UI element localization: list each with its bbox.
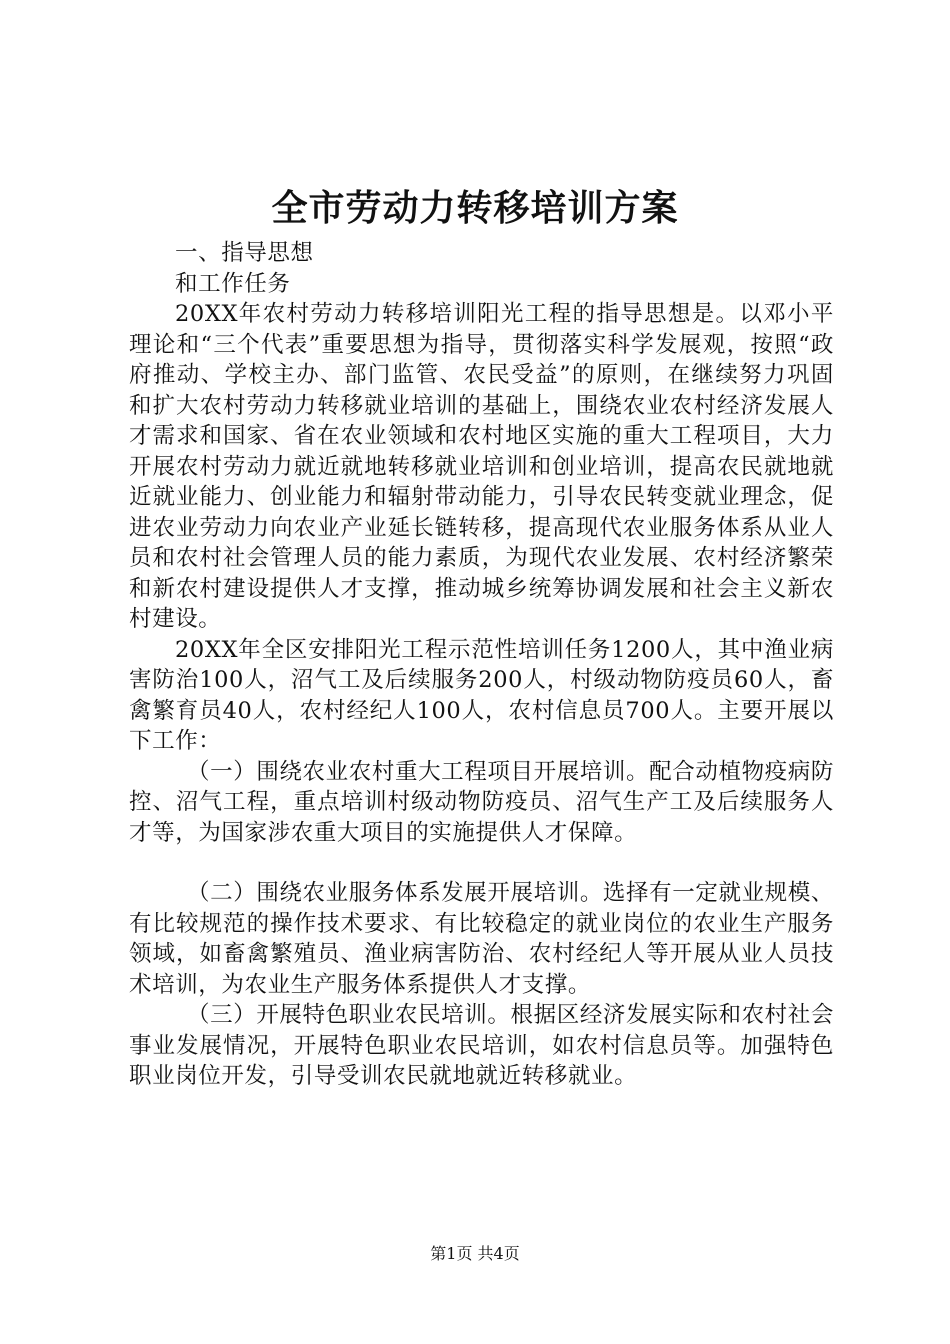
- page-footer: 第1页 共4页: [430, 1244, 520, 1263]
- paragraph-item-two: （二）围绕农业服务体系发展开展培训。选择有一定就业规模、有比较规范的操作技术要求、有比较稳定的就业岗位的农业生产服务领域，如畜禽繁殖员、渔业病害防治、农村经纪人等开展从业人员技术培训，为农业生产服务体系提供人才支撑。: [129, 880, 834, 998]
- paragraph-training-tasks: 20XX年全区安排阳光工程示范性培训任务1200人，其中渔业病害防治100人，沼气工及后续服务200人，村级动物防疫员60人，畜禽繁育员40人，农村经纪人100人，农村信息员700人。主要开展以下工作：: [129, 636, 834, 754]
- section-heading-continued: 和工作任务: [175, 270, 291, 297]
- document-title: 全市劳动力转移培训方案: [271, 187, 679, 229]
- section-heading: 一、指导思想: [175, 240, 314, 266]
- paragraph-item-one: （一）围绕农业农村重大工程项目开展培训。配合动植物疫病防控、沼气工程，重点培训村级动物防疫员、沼气生产工及后续服务人才等，为国家涉农重大项目的实施提供人才保障。: [129, 758, 834, 846]
- paragraph-guiding-thought: 20XX年农村劳动力转移培训阳光工程的指导思想是。以邓小平理论和“三个代表”重要思想为指导，贯彻落实科学发展观，按照“政府推动、学校主办、部门监管、农民受益”的原则，在继续努力巩固和扩大农村劳动力转移就业培训的基础上，围绕农业农村经济发展人才需求和国家、省在农业领域和农村地区实施的重大工程项目，大力开展农村劳动力就近就地转移就业培训和创业培训，提高农民就地就近就业能力、创业能力和辐射带动能力，引导农民转变就业理念，促进农业劳动力向农业产业延长链转移，提高现代农业服务体系从业人员和农村社会管理人员的能力素质，为现代农业发展、农村经济繁荣和新农村建设提供人才支撑，推动城乡统筹协调发展和社会主义新农村建设。: [129, 301, 834, 632]
- paragraph-item-three: （三）开展特色职业农民培训。根据区经济发展实际和农村社会事业发展情况，开展特色职业农民培训，如农村信息员等。加强特色职业岗位开发，引导受训农民就地就近转移就业。: [129, 1002, 834, 1089]
- document-body: [129, 238, 834, 1092]
